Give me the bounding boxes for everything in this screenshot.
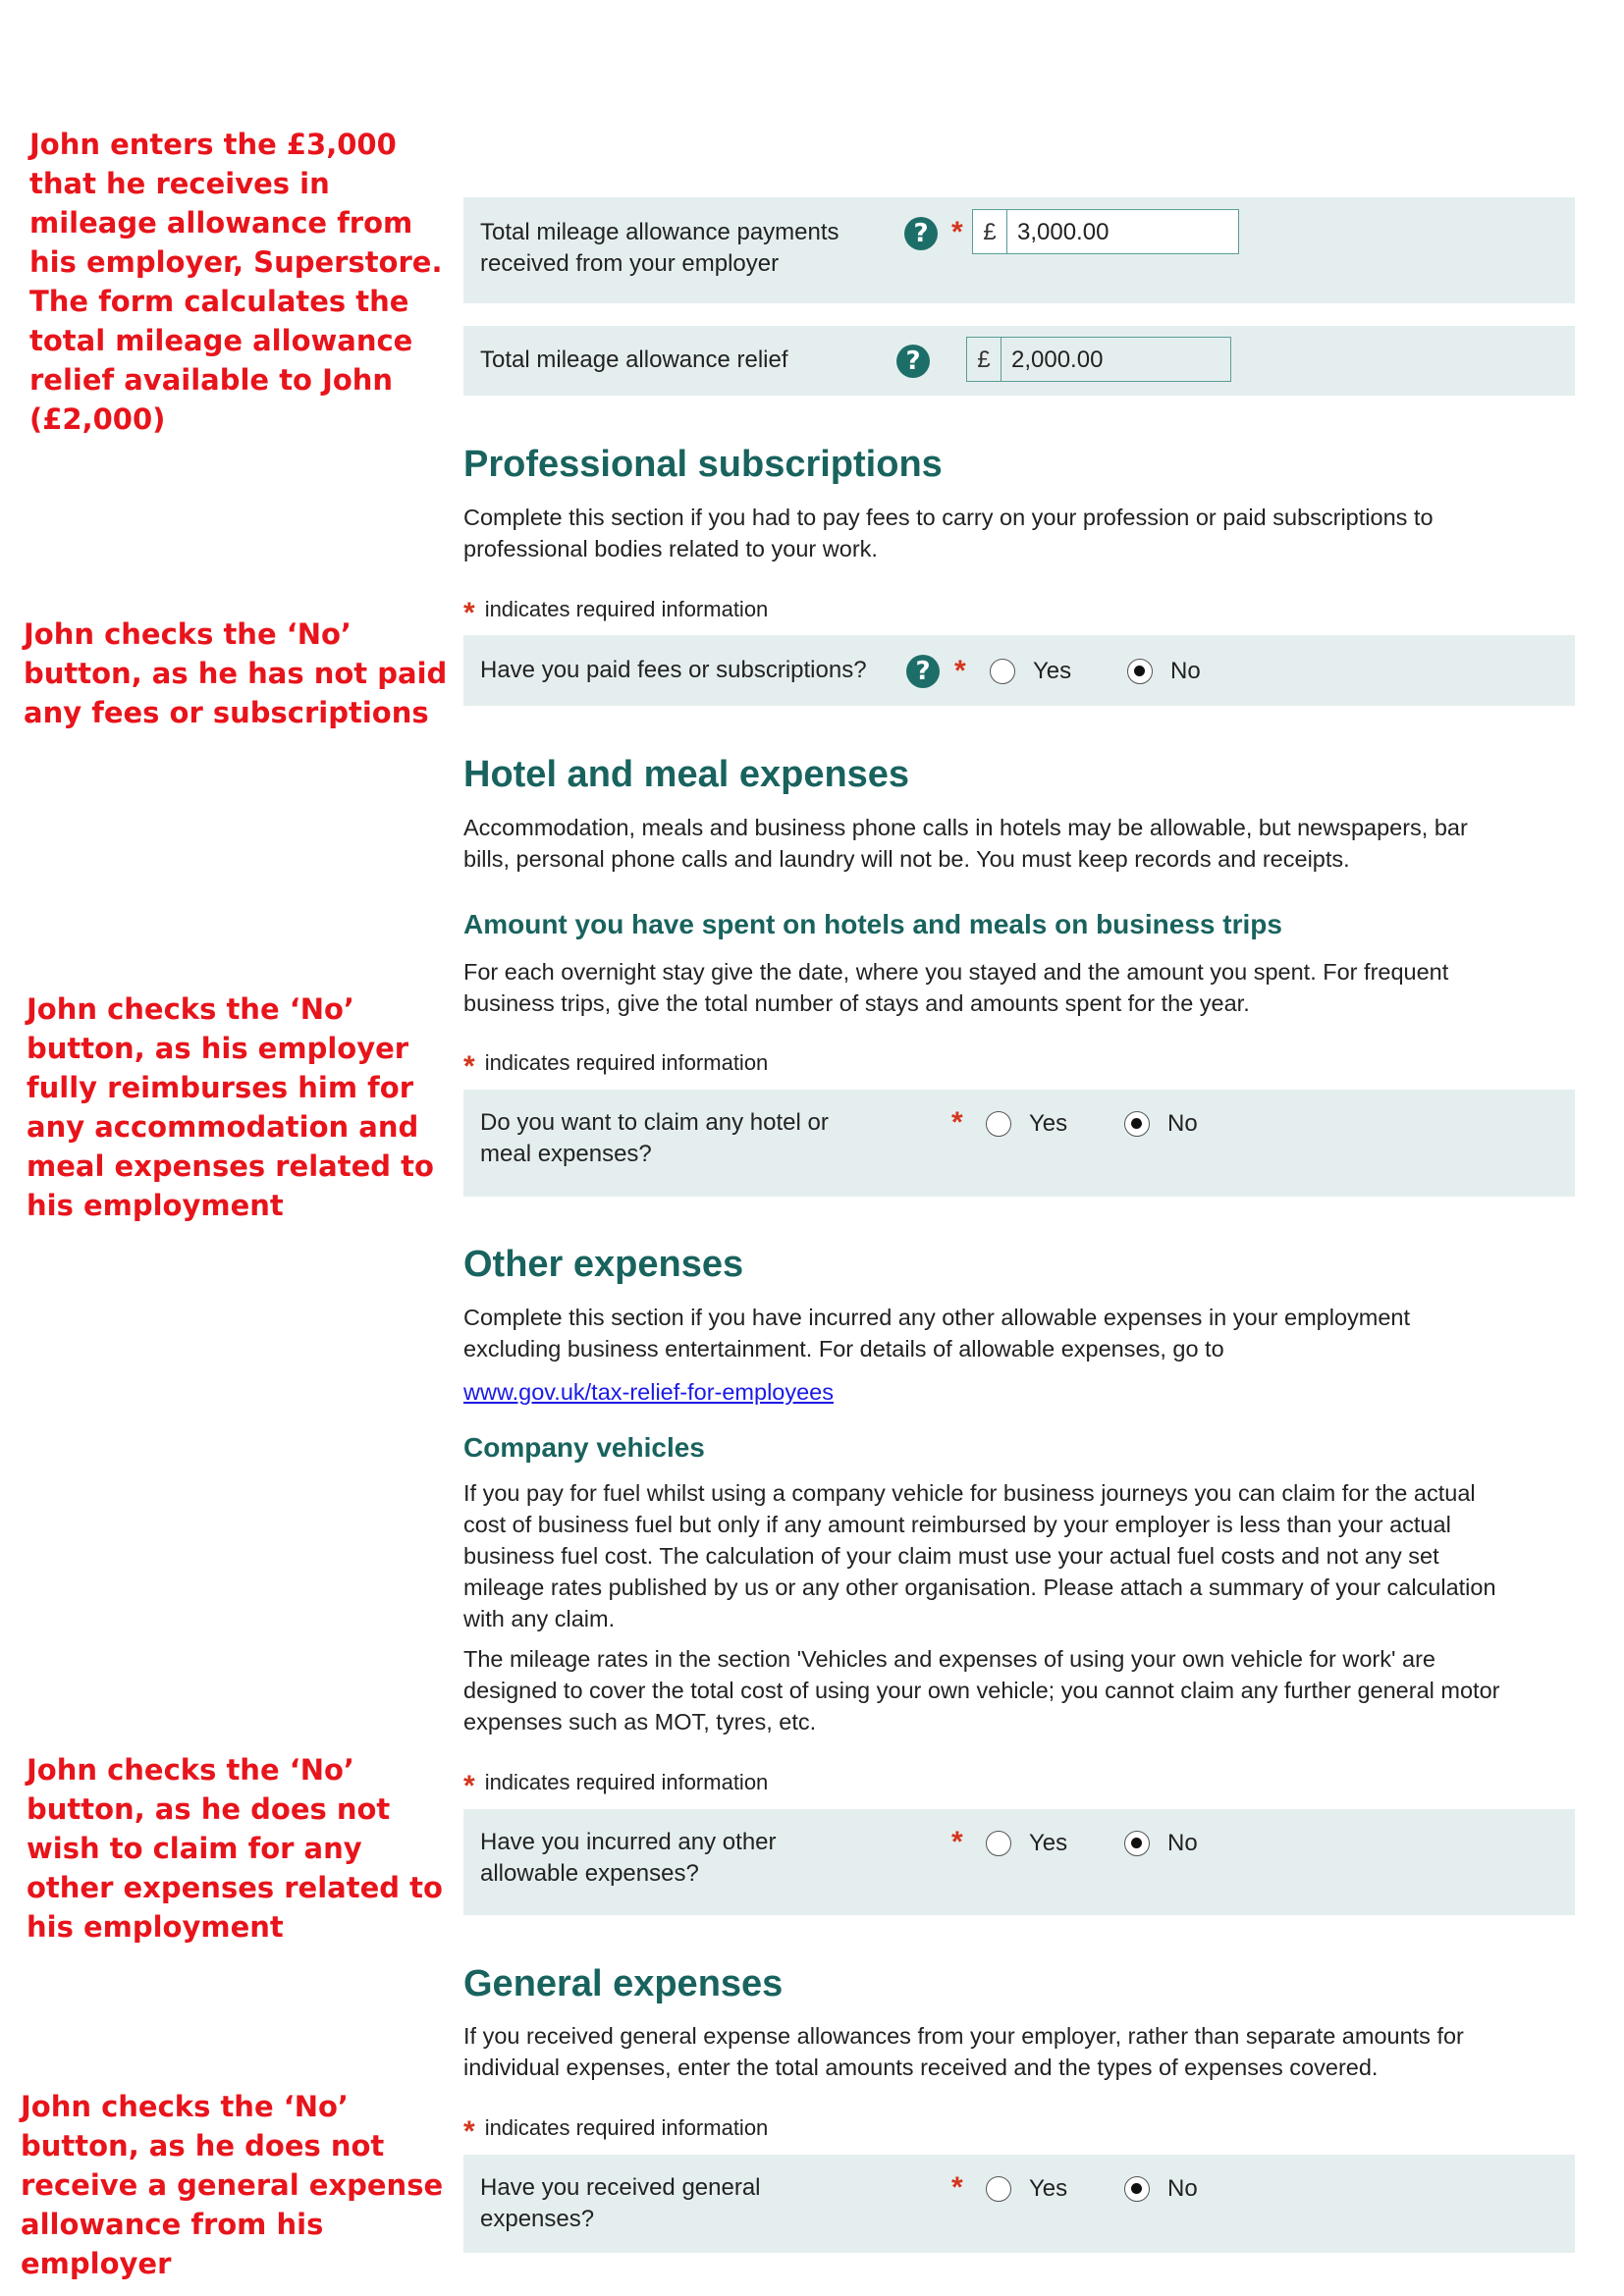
hotel-heading: Hotel and meal expenses [463,754,910,795]
required-note [463,1766,769,1802]
required-star: * [951,216,963,248]
required-star: * [951,1106,963,1139]
hotel-sub-intro [463,956,1578,1019]
required-star: * [463,2115,475,2148]
required-note-text: indicates required information [484,1770,769,1794]
radio-yes-label: Yes [1029,1830,1068,1856]
company-vehicles-p1-line5: with any claim. [463,1606,616,1631]
annotation-hotel: John checks the ‘No’ button, as his employer fully reimburses him for any accommodation and meal expenses related to his employment [27,992,434,1222]
currency-symbol: £ [967,338,1001,381]
company-vehicles-p2-line2: designed to cover the total cost of using your own vehicle; you cannot claim any further general motor [463,1678,1500,1703]
hotel-intro-line1: Accommodation, meals and business phone calls in hotels may be allowable, but newspapers, bar [463,815,1468,840]
hotel-question-line1: Do you want to claim any hotel or [480,1109,829,1136]
annotation-general: John checks the ‘No’ button, as he does not receive a general expense allowance from his employer [21,2090,444,2280]
professional-heading: Professional subscriptions [463,444,943,485]
hotel-sub-intro-line2: business trips, give the total number of stays and amounts spent for the year. [463,990,1250,1016]
radio-no-label: No [1167,1830,1198,1856]
company-vehicles-p2 [463,1643,1578,1737]
mileage-relief-label: Total mileage allowance relief [480,347,788,373]
mileage-payments-value: 3,000.00 [1017,219,1110,245]
mileage-payments-label [480,217,839,280]
company-vehicles-p1-line2: cost of business fuel but only if any amount reimbursed by your employer is less than your actual [463,1512,1451,1537]
other-intro [463,1302,1578,1364]
other-radio-no[interactable] [1124,1830,1198,1857]
mileage-payments-label-line2: received from your employer [480,250,780,277]
company-vehicles-p1 [463,1477,1578,1634]
general-intro-line1: If you received general expense allowances from your employer, rather than separate amounts for [463,2023,1464,2049]
hotel-question-line2: meal expenses? [480,1141,652,1167]
company-vehicles-p1-line4: mileage rates published by us or any other organisation. Please attach a summary of your calculation [463,1575,1496,1600]
general-intro [463,2020,1578,2083]
company-vehicles-heading: Company vehicles [463,1432,705,1463]
radio-circle-selected[interactable] [1124,2176,1150,2202]
currency-symbol: £ [973,210,1007,253]
general-heading: General expenses [463,1963,784,2004]
professional-question-panel [463,635,1575,706]
radio-yes-label: Yes [1033,658,1072,684]
required-star: * [951,2171,963,2204]
help-icon[interactable]: ? [896,345,930,378]
radio-circle[interactable] [986,1111,1011,1137]
general-radio-no[interactable] [1124,2175,1198,2203]
radio-no-label: No [1170,658,1201,684]
company-vehicles-p2-line1: The mileage rates in the section 'Vehicles and expenses of using your own vehicle for work' are [463,1646,1435,1672]
mileage-payments-input[interactable] [972,209,1239,254]
other-question-panel [463,1809,1575,1915]
help-icon[interactable]: ? [906,655,940,688]
annotation-mileage: John enters the £3,000 that he receives in mileage allowance from his employer, Superstore. The form calculates the total mileage allowance relief available to John (£2,000) [29,128,443,436]
tax-relief-link[interactable]: www.gov.uk/tax-relief-for-employees [463,1379,834,1405]
required-star: * [463,1050,475,1083]
hotel-subheading: Amount you have spent on hotels and meals on business trips [463,909,1282,939]
professional-intro-line2: professional bodies related to your work. [463,536,878,561]
general-question-label [480,2172,761,2235]
company-vehicles-p2-line3: expenses such as MOT, tyres, etc. [463,1709,817,1735]
required-star: * [463,597,475,629]
general-question-panel [463,2155,1575,2253]
professional-question-label: Have you paid fees or subscriptions? [480,657,867,683]
radio-circle-selected[interactable] [1124,1111,1150,1137]
other-question-line1: Have you incurred any other [480,1829,777,1855]
required-note-text: indicates required information [484,597,769,621]
radio-yes-label: Yes [1029,2175,1068,2202]
required-note-text: indicates required information [484,1050,769,1075]
professional-radio-yes[interactable] [990,658,1071,685]
radio-no-label: No [1167,1110,1198,1137]
other-question-label [480,1827,777,1890]
radio-circle-selected[interactable] [1124,1831,1150,1856]
hotel-radio-yes[interactable] [986,1110,1067,1138]
company-vehicles-p1-line3: business fuel cost. The calculation of your claim must use your actual fuel costs and not any set [463,1543,1439,1569]
other-intro-line2: excluding business entertainment. For details of allowable expenses, go to [463,1336,1224,1362]
radio-circle[interactable] [986,2176,1011,2202]
required-star: * [463,1770,475,1802]
required-note-text: indicates required information [484,2115,769,2140]
radio-circle[interactable] [986,1831,1011,1856]
hotel-intro-line2: bills, personal phone calls and laundry will not be. You must keep records and receipts. [463,846,1350,872]
professional-intro-line1: Complete this section if you had to pay fees to carry on your profession or paid subscriptions to [463,505,1434,530]
mileage-relief-panel [463,326,1575,396]
hotel-question-label [480,1107,829,1170]
other-question-line2: allowable expenses? [480,1860,699,1887]
hotel-radio-no[interactable] [1124,1110,1198,1138]
general-question-line1: Have you received general [480,2174,761,2201]
professional-radio-no[interactable] [1127,658,1201,685]
other-heading: Other expenses [463,1244,744,1285]
hotel-sub-intro-line1: For each overnight stay give the date, where you stayed and the amount you spent. For frequent [463,959,1449,985]
radio-circle-selected[interactable] [1127,659,1153,684]
general-radio-yes[interactable] [986,2175,1067,2203]
general-intro-line2: individual expenses, enter the total amounts received and the types of expenses covered. [463,2055,1379,2080]
other-radio-yes[interactable] [986,1830,1067,1857]
mileage-relief-value: 2,000.00 [1011,347,1104,373]
help-icon[interactable]: ? [904,217,938,250]
annotation-fees: John checks the ‘No’ button, as he has not paid any fees or subscriptions [24,617,448,729]
company-vehicles-p1-line1: If you pay for fuel whilst using a company vehicle for business journeys you can claim for the actual [463,1480,1476,1506]
mileage-payments-label-line1: Total mileage allowance payments [480,219,839,245]
radio-circle[interactable] [990,659,1015,684]
hotel-question-panel [463,1090,1575,1197]
general-question-line2: expenses? [480,2206,595,2232]
required-star: * [951,1826,963,1858]
other-intro-line1: Complete this section if you have incurred any other allowable expenses in your employment [463,1305,1411,1330]
hotel-intro [463,812,1578,875]
professional-intro [463,502,1578,564]
required-note [463,1046,769,1083]
radio-yes-label: Yes [1029,1110,1068,1137]
required-note [463,593,769,629]
required-star: * [954,655,966,687]
annotation-other: John checks the ‘No’ button, as he does not wish to claim for any other expenses related to his employment [27,1753,443,1944]
required-note [463,2111,769,2148]
mileage-relief-field [966,337,1231,382]
radio-no-label: No [1167,2175,1198,2202]
mileage-payments-panel [463,197,1575,303]
